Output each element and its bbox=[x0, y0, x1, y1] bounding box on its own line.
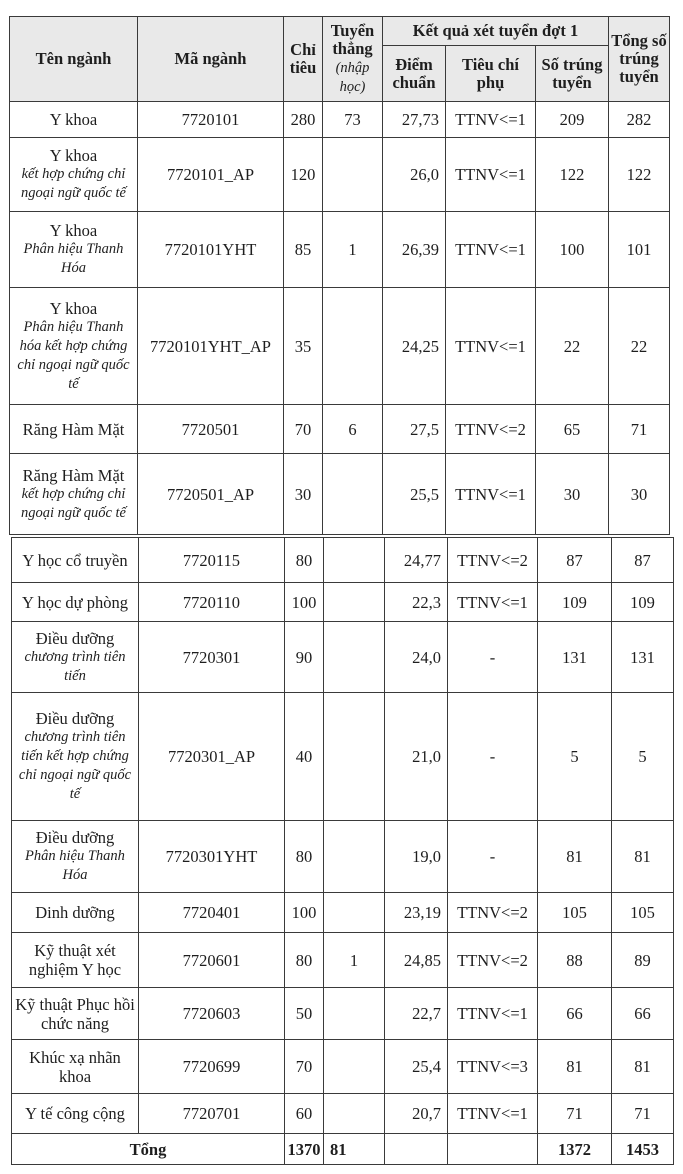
direct-admission bbox=[324, 583, 385, 622]
program-name-cell bbox=[12, 693, 139, 821]
program-name-cell bbox=[10, 288, 138, 405]
secondary-criteria: TTNV<=2 bbox=[448, 538, 538, 583]
table-row bbox=[10, 102, 670, 138]
secondary-criteria: TTNV<=2 bbox=[448, 933, 538, 988]
table-row bbox=[12, 1094, 674, 1134]
program-name: Kỹ thuật Phục hồi chức năng bbox=[15, 994, 135, 1033]
program-code: 7720110 bbox=[139, 583, 285, 622]
cutoff-score: 21,0 bbox=[385, 693, 448, 821]
header-tuyen-thang bbox=[323, 17, 383, 102]
program-name-cell bbox=[12, 821, 139, 893]
program-name-cell bbox=[10, 405, 138, 454]
admitted-count: 100 bbox=[536, 212, 609, 288]
table-row bbox=[12, 583, 674, 622]
quota: 90 bbox=[285, 622, 324, 693]
quota: 50 bbox=[285, 988, 324, 1040]
program-subtitle: Phân hiệu Thanh hóa kết hợp chứng chỉ ngoại ngữ quốc tế bbox=[17, 318, 130, 392]
header-tong-so-trung-tuyen: Tổng số trúng tuyển bbox=[609, 17, 670, 102]
secondary-criteria: - bbox=[448, 693, 538, 821]
program-code: 7720301YHT bbox=[139, 821, 285, 893]
program-name: Y tế công cộng bbox=[25, 1104, 125, 1123]
quota: 60 bbox=[285, 1094, 324, 1134]
cutoff-score: 24,77 bbox=[385, 538, 448, 583]
cutoff-score: 25,4 bbox=[385, 1040, 448, 1094]
cutoff-score: 25,5 bbox=[383, 454, 446, 535]
program-name-cell bbox=[10, 102, 138, 138]
admission-table-part2 bbox=[11, 537, 674, 1165]
table-row bbox=[12, 622, 674, 693]
total-admitted: 66 bbox=[612, 988, 674, 1040]
program-name: Kỹ thuật xét nghiệm Y học bbox=[28, 941, 122, 979]
cutoff-score: 27,5 bbox=[383, 405, 446, 454]
direct-admission bbox=[324, 538, 385, 583]
direct-admission bbox=[324, 821, 385, 893]
total-admitted: 5 bbox=[612, 693, 674, 821]
header-diem-chuan: Điểm chuẩn bbox=[383, 46, 446, 102]
program-subtitle: Phân hiệu Thanh Hóa bbox=[25, 848, 125, 883]
total-admitted: 22 bbox=[609, 288, 670, 405]
total-admitted: 131 bbox=[612, 622, 674, 693]
header-tuyen-thang-note: (nhập học) bbox=[335, 60, 370, 95]
direct-admission: 1 bbox=[324, 933, 385, 988]
cutoff-score: 26,0 bbox=[383, 138, 446, 212]
program-code: 7720699 bbox=[139, 1040, 285, 1094]
direct-admission: 6 bbox=[323, 405, 383, 454]
program-code: 7720701 bbox=[139, 1094, 285, 1134]
program-name: Răng Hàm Mặt bbox=[22, 465, 125, 485]
quota: 100 bbox=[285, 583, 324, 622]
direct-admission bbox=[324, 693, 385, 821]
total-admitted: 122 bbox=[609, 138, 670, 212]
cutoff-score: 27,73 bbox=[383, 102, 446, 138]
total-row bbox=[12, 1134, 674, 1165]
program-name-cell bbox=[12, 1040, 139, 1094]
program-name: Y khoa bbox=[49, 110, 98, 129]
table-row bbox=[12, 821, 674, 893]
admitted-count: 87 bbox=[538, 538, 612, 583]
direct-admission bbox=[324, 988, 385, 1040]
secondary-criteria: - bbox=[448, 821, 538, 893]
quota: 280 bbox=[284, 102, 323, 138]
quota: 30 bbox=[284, 454, 323, 535]
secondary-criteria: TTNV<=3 bbox=[448, 1040, 538, 1094]
program-subtitle: chương trình tiên tiến kết hợp chứng chỉ ngoại ngữ quốc tế bbox=[18, 729, 132, 802]
table-row bbox=[12, 893, 674, 933]
quota: 40 bbox=[285, 693, 324, 821]
quota: 80 bbox=[285, 821, 324, 893]
total-admitted: 87 bbox=[612, 538, 674, 583]
total-admitted: 101 bbox=[609, 212, 670, 288]
admitted-count: 81 bbox=[538, 1040, 612, 1094]
header-ten-nganh: Tên ngành bbox=[10, 17, 138, 102]
program-code: 7720401 bbox=[139, 893, 285, 933]
cutoff-score: 19,0 bbox=[385, 821, 448, 893]
admitted-count: 88 bbox=[538, 933, 612, 988]
header-tuyen-thang-label: Tuyển thẳng bbox=[330, 21, 375, 58]
program-code: 7720101YHT_AP bbox=[138, 288, 284, 405]
total-tieu-chi bbox=[448, 1134, 538, 1165]
secondary-criteria: TTNV<=1 bbox=[448, 988, 538, 1040]
program-code: 7720301_AP bbox=[139, 693, 285, 821]
program-subtitle: chương trình tiên tiến bbox=[24, 648, 126, 684]
admitted-count: 109 bbox=[538, 583, 612, 622]
table-row bbox=[12, 693, 674, 821]
program-name-cell bbox=[12, 1094, 139, 1134]
quota: 35 bbox=[284, 288, 323, 405]
program-name: Y khoa bbox=[49, 146, 98, 165]
admitted-count: 22 bbox=[536, 288, 609, 405]
program-code: 7720501 bbox=[138, 405, 284, 454]
secondary-criteria: TTNV<=2 bbox=[446, 405, 536, 454]
cutoff-score: 22,3 bbox=[385, 583, 448, 622]
table-row bbox=[10, 288, 670, 405]
program-code: 7720601 bbox=[139, 933, 285, 988]
program-name-cell bbox=[10, 138, 138, 212]
direct-admission bbox=[323, 288, 383, 405]
total-admitted: 81 bbox=[612, 1040, 674, 1094]
admitted-count: 66 bbox=[538, 988, 612, 1040]
admitted-count: 131 bbox=[538, 622, 612, 693]
secondary-criteria: TTNV<=1 bbox=[446, 102, 536, 138]
cutoff-score: 24,85 bbox=[385, 933, 448, 988]
total-admitted: 282 bbox=[609, 102, 670, 138]
table-row bbox=[10, 212, 670, 288]
program-code: 7720301 bbox=[139, 622, 285, 693]
direct-admission: 73 bbox=[323, 102, 383, 138]
program-code: 7720603 bbox=[139, 988, 285, 1040]
cutoff-score: 20,7 bbox=[385, 1094, 448, 1134]
program-name: Y học cổ truyền bbox=[22, 550, 128, 570]
table-row bbox=[10, 138, 670, 212]
secondary-criteria: TTNV<=1 bbox=[448, 583, 538, 622]
direct-admission bbox=[324, 893, 385, 933]
secondary-criteria: TTNV<=2 bbox=[448, 893, 538, 933]
admitted-count: 105 bbox=[538, 893, 612, 933]
admitted-count: 81 bbox=[538, 821, 612, 893]
program-code: 7720101YHT bbox=[138, 212, 284, 288]
program-name: Dinh dưỡng bbox=[35, 903, 115, 922]
total-tong: 1453 bbox=[612, 1134, 674, 1165]
program-name: Răng Hàm Mặt bbox=[22, 419, 125, 439]
header-tieu-chi-phu: Tiêu chí phụ bbox=[446, 46, 536, 102]
quota: 70 bbox=[285, 1040, 324, 1094]
total-diem-chuan bbox=[385, 1134, 448, 1165]
program-name-cell bbox=[12, 988, 139, 1040]
total-label: Tổng bbox=[12, 1134, 285, 1165]
secondary-criteria: TTNV<=1 bbox=[446, 138, 536, 212]
program-name: Y khoa bbox=[49, 221, 98, 240]
program-code: 7720101 bbox=[138, 102, 284, 138]
program-name-cell bbox=[12, 893, 139, 933]
direct-admission: 1 bbox=[323, 212, 383, 288]
header-chi-tieu: Chỉ tiêu bbox=[284, 17, 323, 102]
program-name: Điều dưỡng bbox=[35, 709, 115, 728]
total-admitted: 30 bbox=[609, 454, 670, 535]
program-subtitle: kết hợp chứng chỉ ngoại ngữ quốc tế bbox=[21, 485, 126, 521]
quota: 120 bbox=[284, 138, 323, 212]
direct-admission bbox=[323, 138, 383, 212]
total-admitted: 81 bbox=[612, 821, 674, 893]
program-name-cell bbox=[10, 212, 138, 288]
direct-admission bbox=[323, 454, 383, 535]
admitted-count: 5 bbox=[538, 693, 612, 821]
total-admitted: 71 bbox=[612, 1094, 674, 1134]
table-row bbox=[12, 988, 674, 1040]
program-name: Khúc xạ nhãn khoa bbox=[29, 1047, 121, 1086]
program-code: 7720101_AP bbox=[138, 138, 284, 212]
direct-admission bbox=[324, 1094, 385, 1134]
program-name: Y học dự phòng bbox=[22, 592, 128, 612]
cutoff-score: 24,25 bbox=[383, 288, 446, 405]
header-ma-nganh: Mã ngành bbox=[138, 17, 284, 102]
secondary-criteria: TTNV<=1 bbox=[446, 288, 536, 405]
admission-table-part1 bbox=[9, 16, 670, 535]
admitted-count: 71 bbox=[538, 1094, 612, 1134]
admitted-count: 122 bbox=[536, 138, 609, 212]
total-tuyen-thang: 81 bbox=[324, 1134, 385, 1165]
quota: 85 bbox=[284, 212, 323, 288]
admitted-count: 65 bbox=[536, 405, 609, 454]
total-so-trung: 1372 bbox=[538, 1134, 612, 1165]
direct-admission bbox=[324, 622, 385, 693]
quota: 80 bbox=[285, 538, 324, 583]
quota: 70 bbox=[284, 405, 323, 454]
program-name: Điều dưỡng bbox=[35, 828, 115, 847]
secondary-criteria: TTNV<=1 bbox=[448, 1094, 538, 1134]
program-name-cell bbox=[10, 454, 138, 535]
total-admitted: 109 bbox=[612, 583, 674, 622]
program-code: 7720501_AP bbox=[138, 454, 284, 535]
cutoff-score: 23,19 bbox=[385, 893, 448, 933]
table-row bbox=[12, 538, 674, 583]
quota: 100 bbox=[285, 893, 324, 933]
total-admitted: 89 bbox=[612, 933, 674, 988]
secondary-criteria: TTNV<=1 bbox=[446, 454, 536, 535]
cutoff-score: 22,7 bbox=[385, 988, 448, 1040]
program-subtitle: Phân hiệu Thanh Hóa bbox=[23, 241, 124, 276]
header-ket-qua-group: Kết quả xét tuyển đợt 1 bbox=[383, 17, 609, 46]
admitted-count: 209 bbox=[536, 102, 609, 138]
table-row bbox=[10, 454, 670, 535]
program-name: Điều dưỡng bbox=[35, 628, 115, 648]
table-row bbox=[12, 933, 674, 988]
program-subtitle: kết hợp chứng chỉ ngoại ngữ quốc tế bbox=[21, 166, 126, 201]
quota: 80 bbox=[285, 933, 324, 988]
program-name-cell bbox=[12, 622, 139, 693]
program-name: Y khoa bbox=[49, 298, 98, 318]
total-admitted: 105 bbox=[612, 893, 674, 933]
cutoff-score: 26,39 bbox=[383, 212, 446, 288]
secondary-criteria: - bbox=[448, 622, 538, 693]
program-name-cell bbox=[12, 933, 139, 988]
cutoff-score: 24,0 bbox=[385, 622, 448, 693]
direct-admission bbox=[324, 1040, 385, 1094]
table-row bbox=[12, 1040, 674, 1094]
program-code: 7720115 bbox=[139, 538, 285, 583]
admitted-count: 30 bbox=[536, 454, 609, 535]
total-admitted: 71 bbox=[609, 405, 670, 454]
total-chi-tieu: 1370 bbox=[285, 1134, 324, 1165]
header-so-trung-tuyen: Số trúng tuyển bbox=[536, 46, 609, 102]
table-row bbox=[10, 405, 670, 454]
secondary-criteria: TTNV<=1 bbox=[446, 212, 536, 288]
program-name-cell bbox=[12, 583, 139, 622]
program-name-cell bbox=[12, 538, 139, 583]
